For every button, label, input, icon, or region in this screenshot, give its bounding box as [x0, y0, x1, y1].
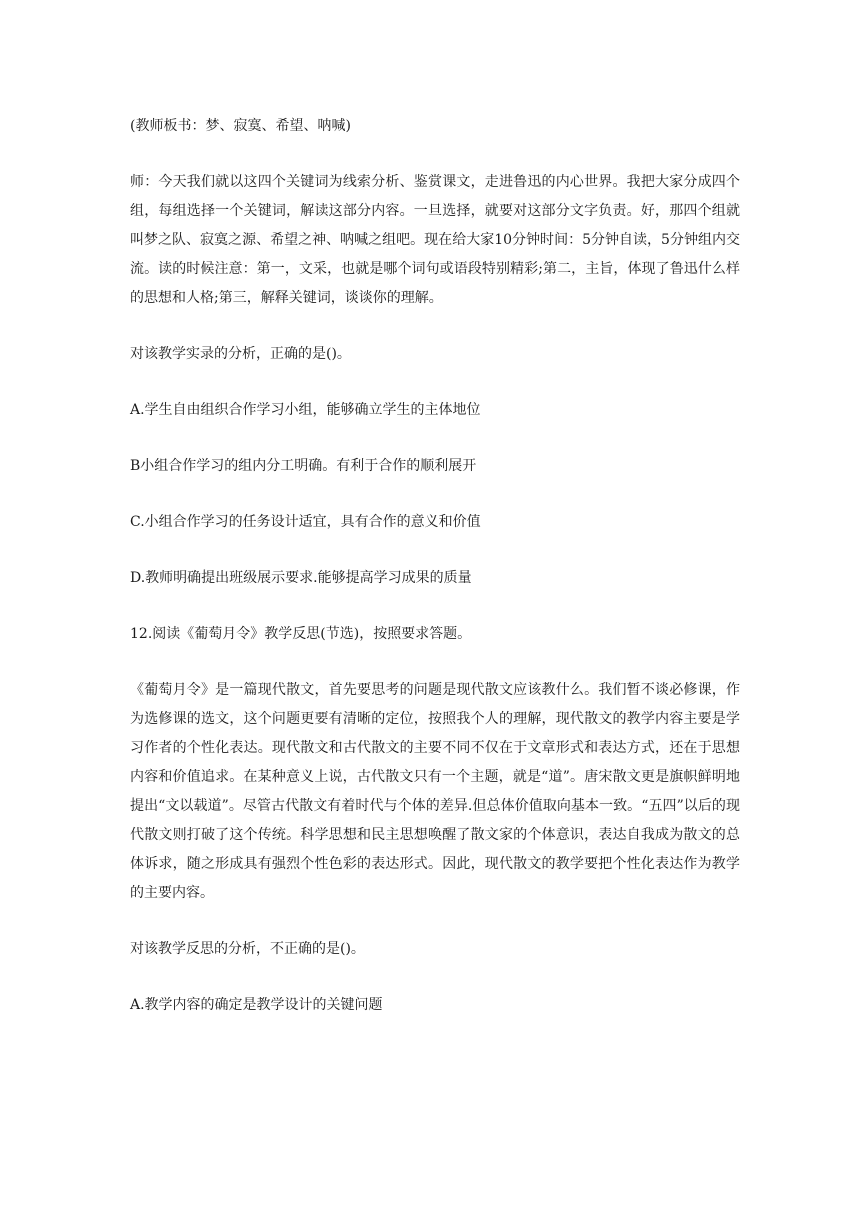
reflection-paragraph: 《葡萄月令》是一篇现代散文，首先要思考的问题是现代散文应该教什么。我们暂不谈必修课，作为选修课的选文，这个问题更要有清晰的定位，按照我个人的理解，现代散文的教学内容主要是学习作者的个性化表达。现代散文和古代散文的主要不同不仅在于文章形式和表达方式，还在于思想内容和价值追求。在某种意义上说，古代散文只有一个主题，就是“道”。唐宋散文更是旗帜鲜明地提出“文以载道”。尽管古代散文有着时代与个体的差异.但总体价值取向基本一致。“五四”以后的现代散文则打破了这个传统。科学思想和民主思想唤醒了散文家的个体意识，表达自我成为散文的总体诉求，随之形成具有强烈个性色彩的表达形式。因此，现代散文的教学要把个性化表达作为教学的主要内容。	[130, 682, 740, 901]
question-1-option-b: B小组合作学习的组内分工明确。有利于合作的顺利展开	[130, 458, 477, 474]
question-1-option-d: D.教师明确提出班级展示要求.能够提高学习成果的质量	[130, 570, 472, 586]
blackboard-note: (教师板书：梦、寂寞、希望、呐喊)	[130, 118, 351, 134]
question-2-option-a: A.教学内容的确定是教学设计的关键问题	[130, 997, 383, 1013]
question-2-stem: 对该教学反思的分析，不正确的是()。	[130, 941, 365, 957]
item-12-heading: 12.阅读《葡萄月令》教学反思(节选)，按照要求答题。	[130, 626, 472, 642]
question-1-option-c: C.小组合作学习的任务设计适宜，具有合作的意义和价值	[130, 514, 481, 530]
teacher-speech-paragraph: 师：今天我们就以这四个关键词为线索分析、鉴赏课文，走进鲁迅的内心世界。我把大家分成四个组，每组选择一个关键词，解读这部分内容。一旦选择，就要对这部分文字负责。好，那四个组就叫梦之队、寂寞之源、希望之神、呐喊之组吧。现在给大家10分钟时间：5分钟自读，5分钟组内交流。读的时候注意：第一，文采，也就是哪个词句或语段特别精彩;第二，主旨，体现了鲁迅什么样的思想和人格;第三，解释关键词，谈谈你的理解。	[130, 174, 740, 306]
document-body	[130, 112, 740, 1020]
question-1-stem: 对该教学实录的分析，正确的是()。	[130, 346, 351, 362]
question-1-option-a: A.学生自由组织合作学习小组，能够确立学生的主体地位	[130, 402, 481, 418]
